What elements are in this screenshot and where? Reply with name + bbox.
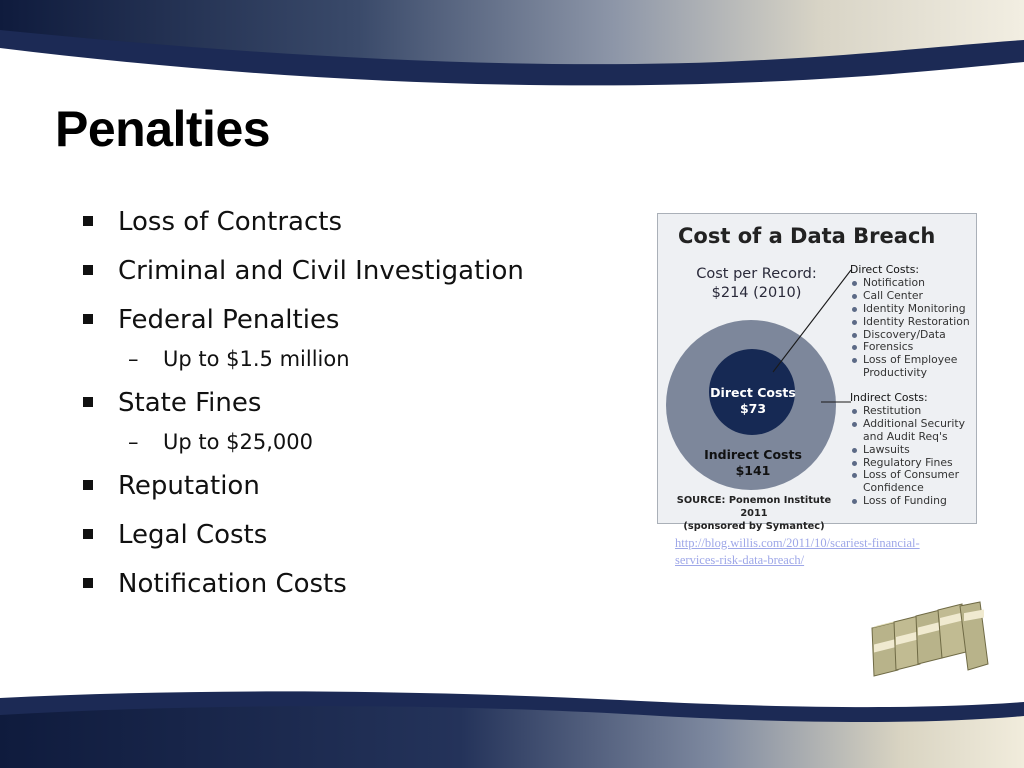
bullet-text: Notification Costs (118, 569, 347, 599)
cost-list-text: Forensics (863, 340, 914, 354)
source-link[interactable] (675, 535, 975, 569)
top-wave-decoration (0, 0, 1024, 95)
sub-bullet-text: Up to $1.5 million (163, 347, 350, 371)
sub-bullet-item (80, 424, 524, 460)
cost-list-text: Identity Monitoring (863, 301, 966, 315)
bullet-dot-icon (852, 358, 857, 363)
figure-title: Cost of a Data Breach (678, 224, 936, 248)
bullet-dot-icon (852, 461, 857, 466)
bullet-text: Reputation (118, 471, 260, 501)
cost-list-text: Confidence (863, 481, 924, 495)
cost-list-text: Regulatory Fines (863, 455, 953, 469)
direct-connector-line (773, 270, 851, 372)
bottom-wave-decoration (0, 670, 1024, 768)
sub-bullet-item (80, 341, 524, 377)
cost-list-text: Loss of Employee (863, 353, 958, 367)
cost-list-item (850, 495, 965, 508)
direct-costs-list (850, 264, 970, 380)
cost-list-text: Identity Restoration (863, 314, 970, 328)
data-breach-figure (657, 213, 977, 532)
bullet-item (80, 513, 524, 557)
bullet-text: Legal Costs (118, 520, 268, 550)
bullet-dot-icon (852, 499, 857, 504)
square-bullet-icon (83, 480, 93, 490)
dash-bullet-icon: – (128, 347, 139, 371)
source-sponsor: (sponsored by Symantec) (683, 521, 825, 532)
square-bullet-icon (83, 529, 93, 539)
direct-costs-title: Direct Costs (710, 385, 796, 400)
source-line: SOURCE: Ponemon Institute 2011 (676, 495, 832, 519)
bullet-item (80, 200, 524, 244)
cost-list-text: Notification (863, 275, 925, 289)
bullet-dot-icon (852, 320, 857, 325)
bullet-text: Federal Penalties (118, 305, 340, 335)
bullet-dot-icon (852, 422, 857, 427)
direct-costs-heading: Direct Costs: (850, 263, 920, 276)
bullet-dot-icon (852, 448, 857, 453)
indirect-costs-rows (850, 405, 965, 508)
cost-list-text: Call Center (863, 288, 923, 302)
bullet-dot-icon (852, 281, 857, 286)
indirect-costs-list (850, 392, 965, 508)
cost-list-text: Productivity (863, 366, 928, 380)
bullet-dot-icon (852, 294, 857, 299)
bullet-text: State Fines (118, 388, 262, 418)
figure-source (674, 494, 834, 533)
bullet-list (80, 200, 524, 611)
sub-bullet-text: Up to $25,000 (163, 430, 313, 454)
square-bullet-icon (83, 314, 93, 324)
cost-list-text: and Audit Req's (863, 429, 948, 443)
bullet-item (80, 298, 524, 342)
bullet-dot-icon (852, 473, 857, 478)
bullet-text: Loss of Contracts (118, 207, 343, 237)
bullet-item (80, 249, 524, 293)
slide-title: Penalties (55, 101, 271, 157)
bullet-dot-icon (852, 345, 857, 350)
cost-list-text: Loss of Funding (863, 494, 947, 508)
money-stack-icon (868, 600, 993, 680)
cost-list-text: Lawsuits (863, 442, 910, 456)
square-bullet-icon (83, 578, 93, 588)
bullet-dot-icon (852, 333, 857, 338)
square-bullet-icon (83, 265, 93, 275)
cost-list-text: Restitution (863, 403, 922, 417)
direct-costs-rows (850, 277, 970, 380)
bullet-text: Criminal and Civil Investigation (118, 256, 524, 286)
direct-costs-value: $73 (739, 401, 767, 416)
square-bullet-icon (83, 397, 93, 407)
square-bullet-icon (83, 216, 93, 226)
bullet-dot-icon (852, 409, 857, 414)
source-link-line1[interactable]: http://blog.willis.com/2011/10/scariest-financial- (675, 536, 920, 550)
source-link-line2[interactable]: services-risk-data-breach/ (675, 553, 805, 567)
indirect-costs-title: Indirect Costs (704, 447, 802, 462)
bullet-item (80, 464, 524, 508)
cost-value: $214 (2010) (711, 285, 802, 301)
cost-list-text: Loss of Consumer (863, 468, 960, 482)
dash-bullet-icon: – (128, 430, 139, 454)
indirect-costs-heading: Indirect Costs: (850, 391, 928, 404)
cost-list-item (850, 367, 970, 380)
bullet-dot-icon (852, 307, 857, 312)
bullet-item (80, 562, 524, 606)
indirect-costs-value: $141 (735, 463, 771, 478)
cost-list-text: Discovery/Data (863, 327, 946, 341)
bullet-item (80, 381, 524, 425)
cost-label: Cost per Record: (696, 266, 817, 282)
cost-list-text: Additional Security (863, 416, 965, 430)
